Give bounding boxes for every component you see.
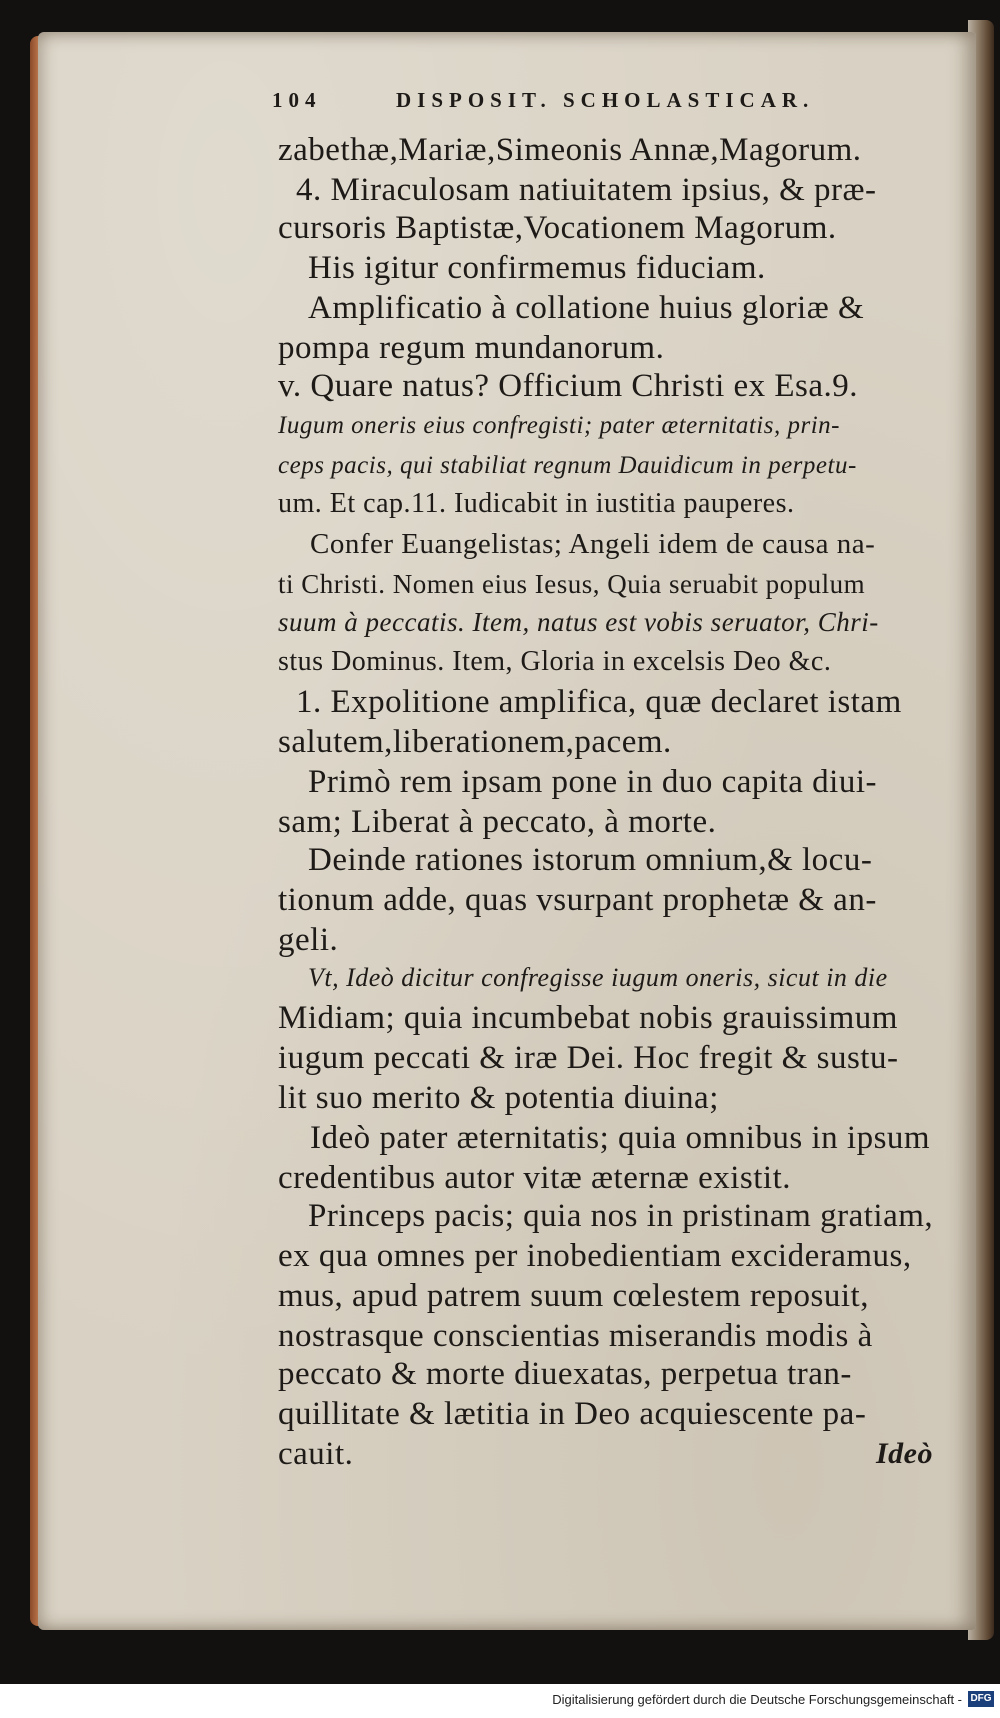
text-line: credentibus autor vitæ æternæ existit. (278, 1160, 792, 1196)
text-line: Vt, Ideò dicitur confregisse iugum oneris, sicut in die (308, 963, 888, 992)
text-line: cursoris Baptistæ,Vocationem Magorum. (278, 210, 837, 246)
text-line: mus, apud patrem suum cœlestem reposuit, (278, 1278, 869, 1314)
text-line: pompa regum mundanorum. (278, 330, 665, 366)
text-line: peccato & morte diuexatas, perpetua tran- (278, 1356, 852, 1392)
text-line: 1. Expolitione amplifica, quæ declaret istam (296, 684, 902, 720)
text-line: suum à peccatis. Item, natus est vobis seruator, Chri- (278, 607, 879, 637)
text-line: tionum adde, quas vsurpant prophetæ & an- (278, 882, 877, 918)
text-line: Amplificatio à collatione huius gloriæ & (308, 290, 865, 326)
page-text (38, 32, 976, 1630)
text-line: ex qua omnes per inobedientiam excideramus, (278, 1238, 912, 1274)
digitization-footer (0, 1684, 1000, 1718)
text-line: quillitate & lætitia in Deo acquiescente pa- (278, 1396, 867, 1432)
text-line: nostrasque conscientias miserandis modis à (278, 1318, 873, 1354)
text-line: geli. (278, 922, 339, 958)
text-line: v. Quare natus? Officium Christi ex Esa.9. (278, 368, 859, 404)
page-number: 104 (272, 88, 322, 112)
text-line: Ideò pater æternitatis; quia omnibus in ipsum (310, 1120, 931, 1156)
text-line: cauit. (278, 1436, 354, 1472)
text-line: 4. Miraculosam natiuitatem ipsius, & præ- (296, 172, 877, 208)
text-line: salutem,liberationem,pacem. (278, 724, 672, 760)
text-line: sam; Liberat à peccato, à morte. (278, 804, 717, 840)
text-line: zabethæ,Mariæ,Simeonis Annæ,Magorum. (278, 132, 862, 168)
funding-notice: Digitalisierung gefördert durch die Deutsche Forschungsgemeinschaft - (552, 1692, 962, 1707)
text-line: Princeps pacis; quia nos in pristinam gratiam, (308, 1198, 934, 1234)
text-line: lit suo merito & potentia diuina; (278, 1080, 719, 1116)
text-line: Deinde rationes istorum omnium,& locu- (308, 842, 873, 878)
text-line: Confer Euangelistas; Angeli idem de causa na- (310, 528, 876, 560)
running-title: DISPOSIT. SCHOLASTICAR. (396, 88, 815, 112)
dfg-logo: DFG (968, 1691, 994, 1707)
text-line: ti Christi. Nomen eius Iesus, Quia seruabit populum (278, 569, 866, 599)
text-line: Iugum oneris eius confregisti; pater æternitatis, prin- (278, 412, 840, 439)
text-line: iugum peccati & iræ Dei. Hoc fregit & sustu- (278, 1040, 899, 1076)
catchword: Ideò (876, 1437, 933, 1470)
text-line: um. Et cap.11. Iudicabit in iustitia pauperes. (278, 488, 795, 519)
text-line: stus Dominus. Item, Gloria in excelsis Deo &c. (278, 646, 832, 677)
text-line: Midiam; quia incumbebat nobis grauissimum (278, 1000, 898, 1036)
text-line: ceps pacis, qui stabiliat regnum Dauidicum in perpetu- (278, 452, 857, 479)
text-line: His igitur confirmemus fiduciam. (308, 250, 766, 286)
book-page (38, 32, 976, 1630)
text-line: Primò rem ipsam pone in duo capita diui- (308, 764, 877, 800)
